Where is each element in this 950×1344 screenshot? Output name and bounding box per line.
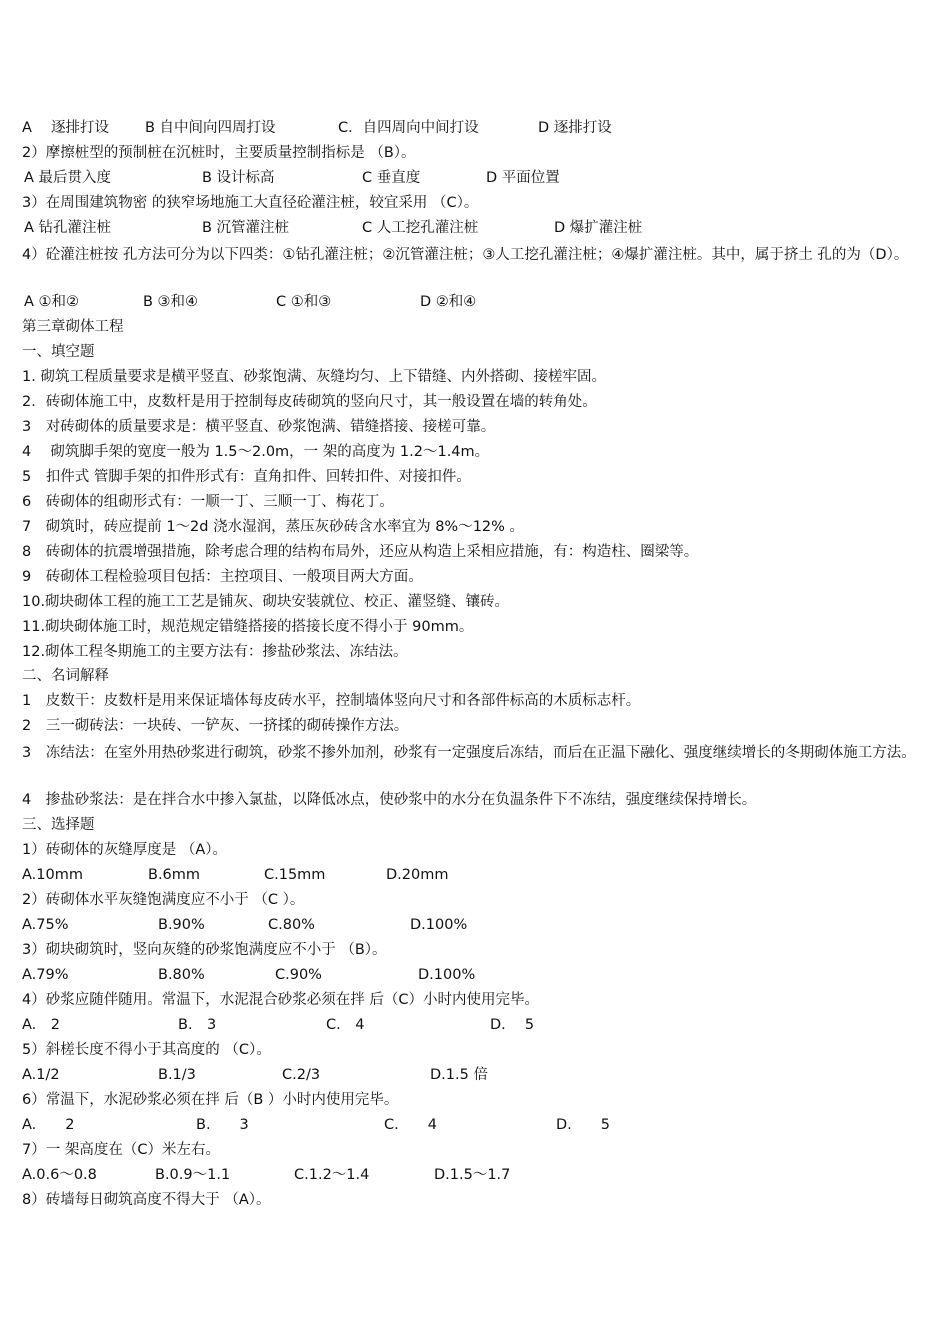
- text-line: 2）砖砌体水平灰缝饱满度应不小于 （C ）。: [22, 892, 305, 908]
- text-line: 1）砖砌体的灰缝厚度是 （A）。: [22, 842, 228, 858]
- text-line: 6 砖砌体的组砌形式有：一顺一丁、三顺一丁、梅花丁。: [22, 494, 394, 510]
- answer-option: A 最后贯入度: [24, 170, 112, 186]
- answer-option: D 爆扩灌注桩: [554, 220, 643, 236]
- answer-option: A.79%: [22, 967, 69, 983]
- answer-option: D 平面位置: [486, 170, 560, 186]
- text-line: 4 砌筑脚手架的宽度一般为 1.5～2.0m，一 架的高度为 1.2～1.4m。: [22, 444, 490, 460]
- answer-option: B. 3: [178, 1017, 217, 1033]
- answer-option: A 钻孔灌注桩: [24, 220, 112, 236]
- text-line: 4 掺盐砂浆法：是在拌合水中掺入氯盐，以降低冰点，使砂浆中的水分在负温条件下不冻结，强度继续保持增长。: [22, 792, 757, 808]
- answer-option: C.1.2～1.4: [294, 1167, 370, 1183]
- answer-option: A 逐排打设: [22, 120, 110, 136]
- answer-option: D.1.5～1.7: [434, 1167, 511, 1183]
- text-line: 1 皮数干：皮数杆是用来保证墙体每皮砖水平，控制墙体竖向尺寸和各部件标高的木质标志杆。: [22, 693, 641, 709]
- text-line: 3 冻结法：在室外用热砂浆进行砌筑，砂浆不掺外加剂，砂浆有一定强度后冻结，而后在正温下融化、强度继续增长的冬期砌体施工方法。: [22, 745, 916, 761]
- answer-option: D.100%: [410, 917, 468, 933]
- text-line: 12.砌体工程冬期施工的主要方法有：掺盐砂浆法、冻结法。: [22, 644, 408, 660]
- text-line: 11.砌块砌体施工时，规范规定错缝搭接的搭接长度不得小于 90mm。: [22, 619, 474, 635]
- text-line: 4）砂浆应随伴随用。常温下，水泥混合砂浆必须在拌 后（C）小时内使用完毕。: [22, 992, 539, 1008]
- answer-option: D.1.5 倍: [430, 1067, 488, 1083]
- text-line: 10.砌块砌体工程的施工工艺是铺灰、砌块安装就位、校正、灌竖缝、镶砖。: [22, 594, 510, 610]
- text-line: 3 对砖砌体的质量要求是：横平竖直、砂浆饱满、错缝搭接、接槎可靠。: [22, 419, 496, 435]
- answer-option: D.20mm: [386, 867, 449, 883]
- answer-option: B 沉管灌注桩: [202, 220, 290, 236]
- answer-option: B.1/3: [158, 1067, 196, 1083]
- text-line: 2．砖砌体施工中，皮数杆是用于控制每皮砖砌筑的竖向尺寸，其一般设置在墙的转角处。: [22, 394, 597, 410]
- text-line: 7 砌筑时，砖应提前 1～2d 浇水湿润，蒸压灰砂砖含水率宜为 8%～12% 。: [22, 519, 525, 535]
- text-line: 8）砖墙每日砌筑高度不得大于 （A）。: [22, 1192, 271, 1208]
- answer-option: A.75%: [22, 917, 69, 933]
- answer-option: B. 3: [196, 1117, 249, 1133]
- text-line: 3）砌块砌筑时，竖向灰缝的砂浆饱满度应不小于 （B）。: [22, 942, 387, 958]
- text-line: 8 砖砌体的抗震增强措施，除考虑合理的结构布局外，还应从构造上采相应措施，有：构造柱、圈梁等。: [22, 544, 699, 560]
- answer-option: D.100%: [418, 967, 476, 983]
- answer-option: C. 4: [326, 1017, 365, 1033]
- text-line: 7）一 架高度在（C）米左右。: [22, 1142, 220, 1158]
- answer-option: C. 4: [384, 1117, 437, 1133]
- text-line: 6）常温下，水泥砂浆必须在拌 后（B ）小时内使用完毕。: [22, 1092, 399, 1108]
- text-line: 2）摩擦桩型的预制桩在沉桩时，主要质量控制指标是 （B）。: [22, 145, 416, 161]
- answer-option: C.80%: [268, 917, 315, 933]
- answer-option: B.6mm: [148, 867, 201, 883]
- answer-option: A ①和②: [24, 294, 80, 310]
- answer-option: B.90%: [158, 917, 205, 933]
- answer-option: D. 5: [556, 1117, 610, 1133]
- answer-option: A.0.6～0.8: [22, 1167, 97, 1183]
- text-line: 2 三一砌砖法：一块砖、一铲灰、一挤揉的砌砖操作方法。: [22, 718, 409, 734]
- text-line: 3）在周围建筑物密 的狭窄场地施工大直径砼灌注桩，较宜采用 （C）。: [22, 195, 479, 211]
- answer-option: C.2/3: [282, 1067, 321, 1083]
- text-line: 1. 砌筑工程质量要求是横平竖直、砂浆饱满、灰缝均匀、上下错缝、内外搭砌、接槎牢固。: [22, 369, 606, 385]
- answer-option: D ②和④: [420, 294, 477, 310]
- text-line: 4）砼灌注桩按 孔方法可分为以下四类：①钻孔灌注桩；②沉管灌注桩；③人工挖孔灌注桩；④爆扩灌注桩。其中，属于挤土 孔的为（D）。: [22, 247, 909, 263]
- text-line: 三、选择题: [22, 817, 95, 833]
- text-line: 5）斜槎长度不得小于其高度的 （C）。: [22, 1042, 271, 1058]
- answer-option: C．自四周向中间打设: [338, 120, 479, 136]
- answer-option: D. 5: [490, 1017, 535, 1033]
- text-line: 5 扣件式 管脚手架的扣件形式有：直角扣件、回转扣件、对接扣件。: [22, 469, 471, 485]
- answer-option: C 垂直度: [362, 170, 421, 186]
- answer-option: A.10mm: [22, 867, 83, 883]
- answer-option: B 设计标高: [202, 170, 275, 186]
- answer-option: A. 2: [22, 1017, 60, 1033]
- answer-option: B.0.9～1.1: [155, 1167, 231, 1183]
- answer-option: A.1/2: [22, 1067, 60, 1083]
- answer-option: D 逐排打设: [538, 120, 612, 136]
- text-line: 一、填空题: [22, 344, 95, 360]
- answer-option: B ③和④: [143, 294, 199, 310]
- answer-option: A. 2: [22, 1117, 75, 1133]
- text-line: 二、名词解释: [22, 668, 109, 684]
- text-line: 第三章砌体工程: [22, 319, 124, 335]
- answer-option: C.15mm: [264, 867, 326, 883]
- answer-option: C 人工挖孔灌注桩: [362, 220, 479, 236]
- answer-option: C.90%: [275, 967, 322, 983]
- answer-option: B.80%: [158, 967, 205, 983]
- answer-option: C ①和③: [276, 294, 332, 310]
- answer-option: B 自中间向四周打设: [145, 120, 276, 136]
- text-line: 9 砖砌体工程检验项目包括：主控项目、一般项目两大方面。: [22, 569, 423, 585]
